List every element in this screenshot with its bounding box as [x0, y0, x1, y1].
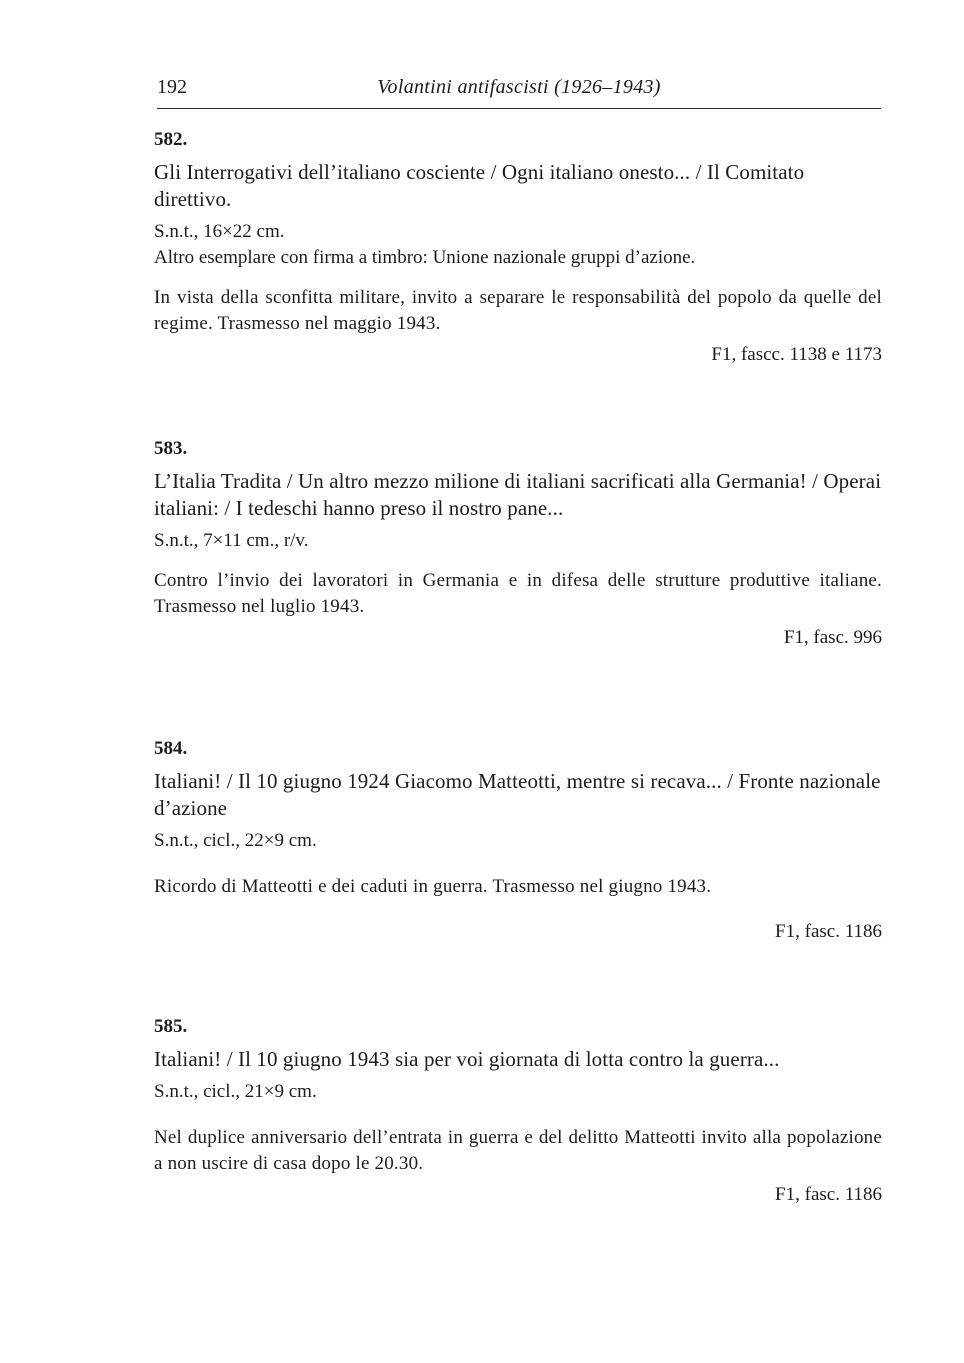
catalog-entry-584	[154, 737, 882, 944]
page-number: 192	[157, 76, 187, 98]
entry-description: Contro l’invio dei lavoratori in Germania e in difesa delle strutture produttive italiane. Trasmesso nel luglio 1943.	[154, 570, 882, 617]
entry-archive-reference: F1, fasc. 1186	[775, 1184, 882, 1205]
entry-physical-description: S.n.t., cicl., 22×9 cm.	[154, 830, 317, 851]
entry-title: L’Italia Tradita / Un altro mezzo milione di italiani sacrificati alla Germania! / Operai italiani: / I tedeschi hanno preso il nostro pane...	[154, 469, 882, 520]
entry-number: 583.	[154, 438, 188, 459]
entry-physical-description: S.n.t., cicl., 21×9 cm.	[154, 1081, 317, 1102]
running-header	[157, 74, 881, 109]
entry-title: Gli Interrogativi dell’italiano cosciente / Ogni italiano onesto... / Il Comitato direttivo.	[154, 160, 805, 211]
entry-physical-description: S.n.t., 16×22 cm.	[154, 221, 285, 242]
entry-physical-description: S.n.t., 7×11 cm., r/v.	[154, 530, 309, 551]
entry-number: 584.	[154, 738, 188, 759]
running-title: Volantini antifascisti (1926–1943)	[377, 76, 661, 98]
entry-archive-reference: F1, fascc. 1138 e 1173	[711, 344, 882, 365]
entry-title: Italiani! / Il 10 giugno 1943 sia per voi giornata di lotta contro la guerra...	[154, 1047, 780, 1071]
entry-note: Altro esemplare con firma a timbro: Unione nazionale gruppi d’azione.	[154, 247, 696, 268]
entry-title: Italiani! / Il 10 giugno 1924 Giacomo Matteotti, mentre si recava... / Fronte nazionale d’azione	[154, 769, 881, 820]
entry-archive-reference: F1, fasc. 996	[783, 627, 882, 648]
entry-number: 582.	[154, 129, 188, 150]
catalog-entry-582	[154, 128, 882, 367]
catalog-entry-583	[154, 437, 882, 650]
entry-archive-reference: F1, fasc. 1186	[775, 921, 882, 942]
catalog-entry-585	[154, 1015, 882, 1207]
entry-description: Nel duplice anniversario dell’entrata in guerra e del delitto Matteotti invito alla popolazione a non uscire di casa dopo le 20.30.	[154, 1127, 882, 1174]
entry-description: In vista della sconfitta militare, invito a separare le responsabilità del popolo da quelle del regime. Trasmesso nel maggio 1943.	[154, 287, 882, 334]
entry-number: 585.	[154, 1016, 188, 1037]
entry-description: Ricordo di Matteotti e dei caduti in guerra. Trasmesso nel giugno 1943.	[154, 876, 712, 897]
